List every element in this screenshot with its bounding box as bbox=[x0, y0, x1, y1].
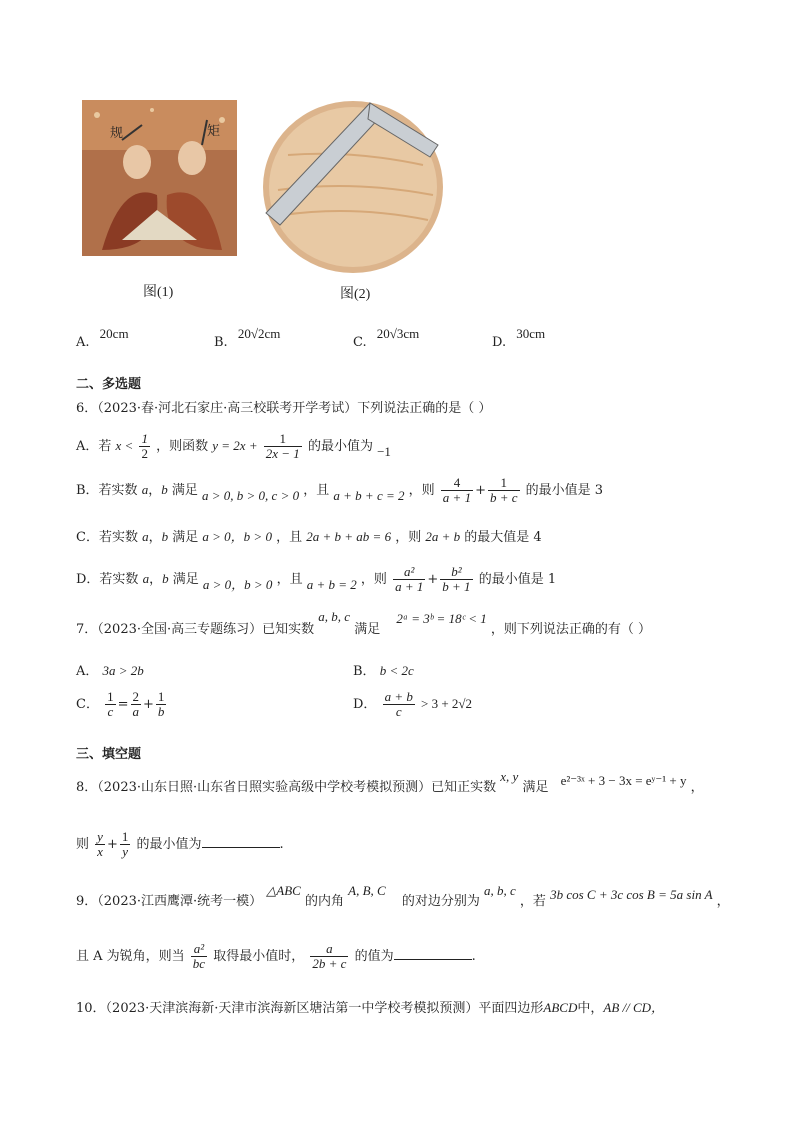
q7-stem: 7．（2023·全国·高三专题练习）已知实数 a, b, c 满足 2ᵃ = 3ᵇ = 18ᶜ < 1 ，则下列说法正确的有（ ） bbox=[76, 609, 652, 637]
figure-1-image bbox=[82, 100, 237, 256]
q7-option-b: B． b < 2c bbox=[353, 663, 414, 679]
q7-option-d: D． $\frac{a + b}{c}$ > 3 + 2√2 bbox=[353, 689, 473, 719]
fraction: $\frac{1}{b}$ bbox=[157, 689, 165, 719]
option-value: 20cm bbox=[99, 326, 129, 341]
fraction: $\frac{a}{2b + c}$ bbox=[312, 941, 347, 971]
option-value: 30cm bbox=[516, 326, 546, 341]
fraction: $\frac{1}{2x - 1}$ bbox=[265, 431, 300, 461]
fraction: $\frac{a + b}{c}$ bbox=[384, 689, 413, 719]
option-label: C. bbox=[353, 335, 367, 350]
option-value: 20√3cm bbox=[376, 326, 420, 341]
q5-option-b bbox=[214, 326, 281, 350]
fraction: $\frac{\text{a²}}{a + 1}$ bbox=[395, 564, 424, 594]
q10-stem: 10．（2023·天津滨海新·天津市滨海新区塘沽第一中学校考模拟预测）平面四边形ABCD中，AB // CD， bbox=[76, 1000, 665, 1016]
option-value: 20√2cm bbox=[237, 326, 281, 341]
q7-option-a: A． 3a > 2b bbox=[76, 663, 144, 679]
q8-stem: 8．（2023·山东日照·山东省日照实验高级中学校考模拟预测）已知正实数 x, y 满足 e²⁻³ˣ + 3 − 3x = eʸ⁻¹ + y ， bbox=[76, 769, 704, 795]
q8-line-2: 则 $\frac{y}{x}$ + $\frac{1}{y}$ 的最小值为 . bbox=[76, 829, 284, 859]
figure-2-caption: 图(2) bbox=[340, 287, 371, 302]
figure-1-caption: 图(1) bbox=[143, 285, 174, 300]
q5-option-d bbox=[492, 326, 546, 350]
figure-2-image bbox=[258, 95, 448, 275]
answer-blank[interactable] bbox=[394, 947, 472, 960]
q6-option-c: C．若实数 a，b 满足 a > 0，b > 0 ，且 2a + b + ab = 6 ，则 2a + b 的最大值是 4 bbox=[76, 529, 542, 545]
section-2-title: 二、多选题 bbox=[76, 377, 142, 392]
q6-stem: 6．（2023·春·河北石家庄·高三校联考开学考试）下列说法正确的是（ ） bbox=[76, 401, 492, 416]
q6-option-b: B．若实数 a，b 满足 a > 0, b > 0, c > 0 ，且 a + b + c = 2 ，则 $\frac{4}{a + 1}$ + $\frac{1}{b + c}$ 的最小值是 3 bbox=[76, 475, 604, 505]
fraction: $\frac{y}{x}$ bbox=[97, 829, 103, 859]
q9-line-2: 且 A 为锐角，则当 $\frac{\text{a²}}{bc}$ 取得最小值时， $\frac{a}{2b + c}$ 的值为 . bbox=[76, 941, 476, 971]
option-label: A. bbox=[76, 335, 90, 350]
fraction: $\frac{4}{a + 1}$ bbox=[442, 475, 472, 505]
fraction: $\frac{2}{a}$ bbox=[132, 689, 139, 719]
figure-1-label-left: 规 bbox=[110, 126, 124, 141]
q9-stem: 9．（2023·江西鹰潭·统考一模） △ABC 的内角 A, B, C 的对边分别为 a, b, c ，若 3b cos C + 3c cos B = 5a sin A ， bbox=[76, 883, 730, 909]
fraction: $\frac{1}{y}$ bbox=[121, 829, 129, 859]
q5-option-a bbox=[76, 326, 129, 350]
figure-1-label-right: 矩 bbox=[207, 124, 221, 139]
q6-option-a: A．若 x < $\frac{1}{2}$ ，则函数 y = 2x + $\frac{1}{2x - 1}$ 的最小值为 −1 bbox=[76, 431, 391, 461]
option-label: D. bbox=[492, 335, 507, 350]
fraction: $\frac{1}{c}$ bbox=[107, 689, 114, 719]
fraction: $\frac{\text{b²}}{b + 1}$ bbox=[442, 564, 471, 594]
q5-option-c bbox=[353, 326, 420, 350]
q7-option-c: C． $\frac{1}{c}$ = $\frac{2}{a}$ + $\frac{1}{b}$ bbox=[76, 689, 165, 719]
q6-option-d: D．若实数 a，b 满足 a > 0，b > 0 ，且 a + b = 2 ，则 $\frac{\text{a²}}{a + 1}$ + $\frac{\text{b²}}{b + 1}$ 的最小值是 1 bbox=[76, 564, 557, 594]
fraction: $\frac{1}{b + c}$ bbox=[489, 475, 518, 505]
option-label: B. bbox=[214, 335, 228, 350]
answer-blank[interactable] bbox=[202, 835, 280, 848]
fraction: $\frac{\text{a²}}{bc}$ bbox=[192, 941, 206, 971]
fraction: $\frac{1}{2}$ bbox=[141, 431, 148, 461]
section-3-title: 三、填空题 bbox=[76, 747, 142, 762]
